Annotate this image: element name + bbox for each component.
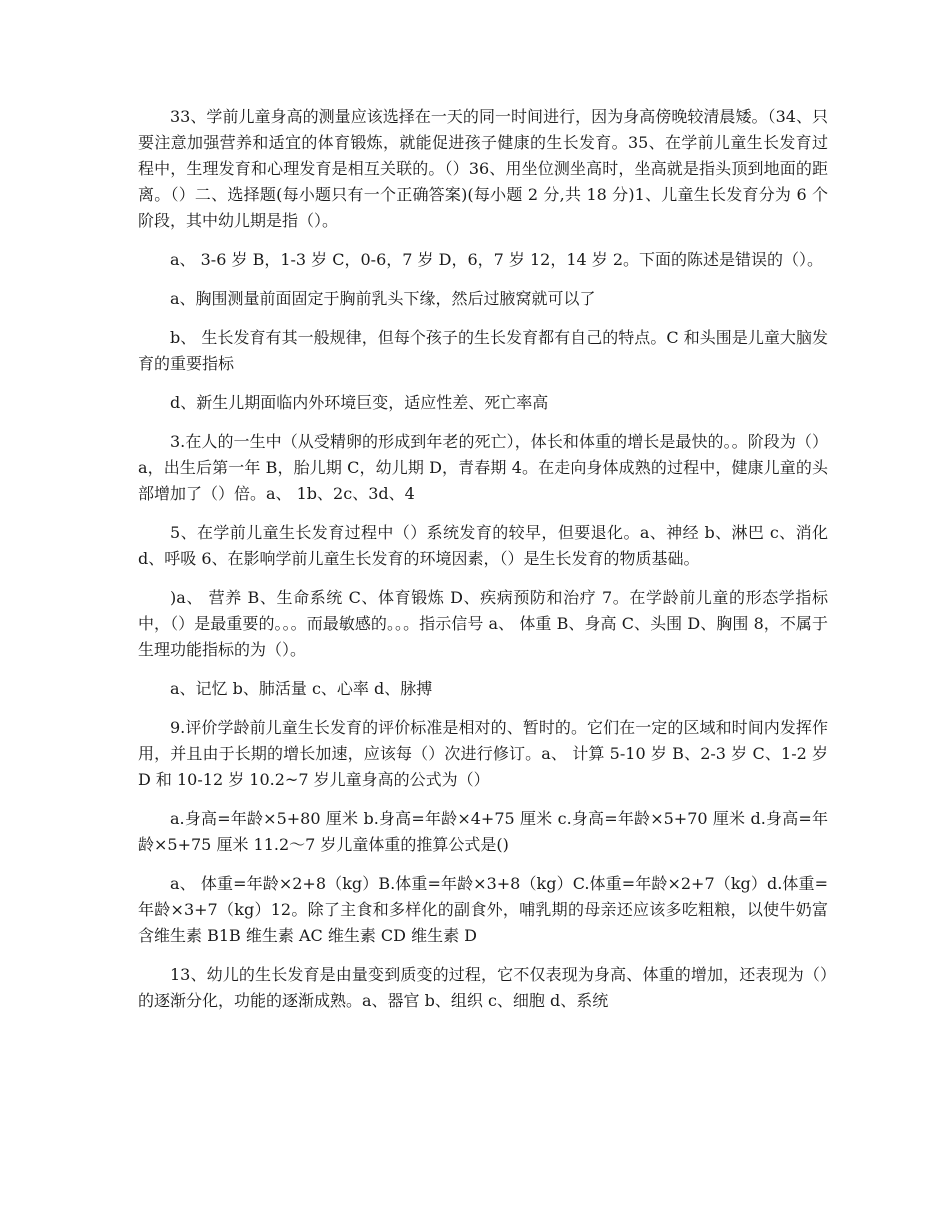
document-body bbox=[138, 104, 828, 1027]
paragraph: 9.评价学龄前儿童生长发育的评价标准是相对的、暂时的。它们在一定的区域和时间内发挥作用，并且由于长期的增长加速，应该每（）次进行修订。a、 计算 5-10 岁 B、2-3 岁 C、1-2 岁 D 和 10-12 岁 10.2~7 岁儿童身高的公式为（） bbox=[138, 718, 828, 789]
paragraph: 13、幼儿的生长发育是由量变到质变的过程，它不仅表现为身高、体重的增加，还表现为（）的逐渐分化，功能的逐渐成熟。a、器官 b、组织 c、细胞 d、系统 bbox=[138, 965, 828, 1010]
paragraph: a、 3-6 岁 B，1-3 岁 C，0-6，7 岁 D，6，7 岁 12，14 岁 2。下面的陈述是错误的（）。 bbox=[170, 250, 824, 269]
paragraph: b、 生长发育有其一般规律，但每个孩子的生长发育都有自己的特点。C 和头围是儿童大脑发育的重要指标 bbox=[138, 328, 828, 373]
paragraph: a、记忆 b、肺活量 c、心率 d、脉搏 bbox=[170, 679, 433, 698]
paragraph: 3.在人的一生中（从受精卵的形成到年老的死亡），体长和体重的增长是最快的。。阶段为（）a，出生后第一年 B，胎儿期 C，幼儿期 D，青春期 4。在走向身体成熟的过程中，健康儿童的头部增加了（）倍。a、 1b、2c、3d、4 bbox=[138, 432, 828, 503]
paragraph: )a、 营养 B、生命系统 C、体育锻炼 D、疾病预防和治疗 7。在学龄前儿童的形态学指标中，（）是最重要的。。。而最敏感的。。。指示信号 a、 体重 B、身高 C、头围 D、胸围 8，不属于生理功能指标的为（）。 bbox=[138, 588, 828, 659]
paragraph: 33、学前儿童身高的测量应该选择在一天的同一时间进行，因为身高傍晚较清晨矮。（34、只要注意加强营养和适宜的体育锻炼，就能促进孩子健康的生长发育。35、在学前儿童生长发育过程中，生理发育和心理发育是相互关联的。（）36、用坐位测坐高时，坐高就是指头顶到地面的距离。（）二、选择题(每小题只有一个正确答案)(每小题 2 分,共 18 分)1、儿童生长发育分为 6 个阶段，其中幼儿期是指（）。 bbox=[138, 107, 828, 230]
paragraph: a.身高=年龄×5+80 厘米 b.身高=年龄×4+75 厘米 c.身高=年龄×5+70 厘米 d.身高=年龄×5+75 厘米 11.2～7 岁儿童体重的推算公式是() bbox=[138, 809, 828, 854]
paragraph: a、 体重=年龄×2+8（kg）B.体重=年龄×3+8（kg）C.体重=年龄×2+7（kg）d.体重=年龄×3+7（kg）12。除了主食和多样化的副食外，哺乳期的母亲还应该多吃粗粮，以使牛奶富含维生素 B1B 维生素 AC 维生素 CD 维生素 D bbox=[138, 874, 828, 945]
paragraph: 5、在学前儿童生长发育过程中（）系统发育的较早，但要退化。a、神经 b、淋巴 c、消化 d、呼吸 6、在影响学前儿童生长发育的环境因素，（）是生长发育的物质基础。 bbox=[138, 523, 828, 568]
paragraph: d、新生儿期面临内外环境巨变，适应性差、死亡率高 bbox=[170, 393, 549, 412]
paragraph: a、胸围测量前面固定于胸前乳头下缘，然后过腋窝就可以了 bbox=[170, 289, 596, 308]
